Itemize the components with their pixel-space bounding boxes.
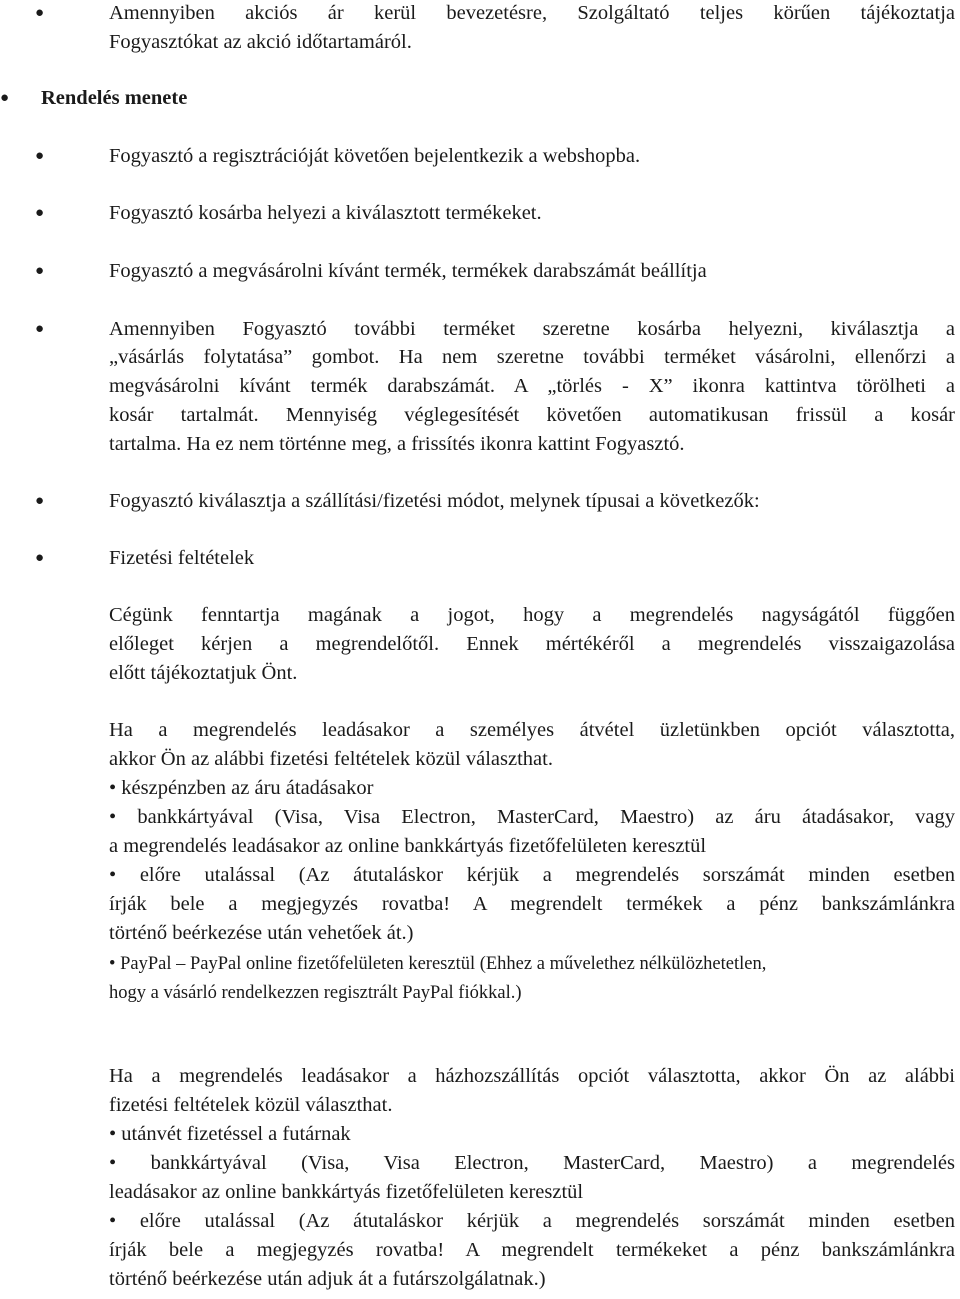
list-item: • előre utalással (Az átutaláskor kérjük a megrendelés sorszámát minden esetben — [109, 864, 955, 886]
list-item: történő beérkezése után adjuk át a futárszolgálatnak.) — [109, 1268, 546, 1290]
paragraph-line: fizetési feltételek közül választhat. — [109, 1094, 393, 1116]
bullet-dot-icon: ● — [35, 148, 45, 164]
list-item: • előre utalással (Az átutaláskor kérjük a megrendelés sorszámát minden esetben — [109, 1210, 955, 1232]
step4-line: megvásárolni kívánt termék darabszámát. A „törlés - X” ikonra kattintva törölheti a — [109, 375, 955, 397]
bullet-dot-icon: ● — [35, 321, 45, 337]
step-item: Fizetési feltételek — [109, 547, 255, 569]
step4-line: „vásárlás folytatása” gombot. Ha nem szeretne további terméket vásárolni, ellenőrzi a — [109, 346, 955, 368]
step-item: Fogyasztó a megvásárolni kívánt termék, termékek darabszámát beállítja — [109, 260, 707, 282]
list-item: történő beérkezése után vehetőek át.) — [109, 922, 414, 944]
list-item: • PayPal – PayPal online fizetőfelületen keresztül (Ehhez a művelethez nélkülözhetetlen, — [109, 954, 767, 974]
list-item: a megrendelés leadásakor az online bankkártyás fizetőfelületen keresztül — [109, 835, 707, 857]
intro-line: Fogyasztókat az akció időtartamáról. — [109, 31, 412, 53]
bullet-dot-icon: ● — [35, 205, 45, 221]
list-item: • bankkártyával (Visa, Visa Electron, MasterCard, Maestro) a megrendelés — [109, 1152, 955, 1174]
bullet-dot-icon: ● — [35, 493, 45, 509]
list-item: írják bele a megjegyzés rovatba! A megrendelt termékeket a pénz bankszámlánkra — [109, 1239, 955, 1261]
paragraph-line: akkor Ön az alábbi fizetési feltételek közül választhat. — [109, 748, 553, 770]
intro-line: Amennyiben akciós ár kerül bevezetésre, Szolgáltató teljes körűen tájékoztatja — [109, 2, 955, 24]
list-item: írják bele a megjegyzés rovatba! A megrendelt termékek a pénz bankszámlánkra — [109, 893, 955, 915]
paragraph-line: Cégünk fenntartja magának a jogot, hogy a megrendelés nagyságától függően — [109, 604, 955, 626]
paragraph-line: Ha a megrendelés leadásakor a személyes átvétel üzletünkben opciót választotta, — [109, 719, 955, 741]
list-item: • bankkártyával (Visa, Visa Electron, MasterCard, Maestro) az áru átadásakor, vagy — [109, 806, 955, 828]
paragraph-line: Ha a megrendelés leadásakor a házhozszállítás opciót választotta, akkor Ön az alábbi — [109, 1065, 955, 1087]
step4-line: Amennyiben Fogyasztó további terméket szeretne kosárba helyezni, kiválasztja a — [109, 318, 955, 340]
section-title: Rendelés menete — [41, 87, 188, 109]
list-item: leadásakor az online bankkártyás fizetőfelületen keresztül — [109, 1181, 584, 1203]
step-item: Fogyasztó kosárba helyezi a kiválasztott termékeket. — [109, 202, 542, 224]
step-item: Fogyasztó kiválasztja a szállítási/fizetési módot, melynek típusai a következők: — [109, 490, 760, 512]
list-item: hogy a vásárló rendelkezzen regisztrált PayPal fiókkal.) — [109, 983, 522, 1003]
bullet-dot-icon: ● — [35, 5, 45, 21]
bullet-dot-icon: ● — [35, 550, 45, 566]
paragraph-line: előtt tájékoztatjuk Önt. — [109, 662, 298, 684]
paragraph-line: előleget kérjen a megrendelőtől. Ennek mértékéről a megrendelés visszaigazolása — [109, 633, 955, 655]
list-item: • utánvét fizetéssel a futárnak — [109, 1123, 351, 1145]
bullet-dot-icon: ● — [35, 263, 45, 279]
step4-line: tartalma. Ha ez nem történne meg, a frissítés ikonra kattint Fogyasztó. — [109, 433, 685, 455]
step-item: Fogyasztó a regisztrációját követően bejelentkezik a webshopba. — [109, 145, 641, 167]
bullet-dot-icon: ● — [0, 90, 10, 106]
step4-line: kosár tartalmát. Mennyiség véglegesítését követően automatikusan frissül a kosár — [109, 404, 955, 426]
list-item: • készpénzben az áru átadásakor — [109, 777, 374, 799]
